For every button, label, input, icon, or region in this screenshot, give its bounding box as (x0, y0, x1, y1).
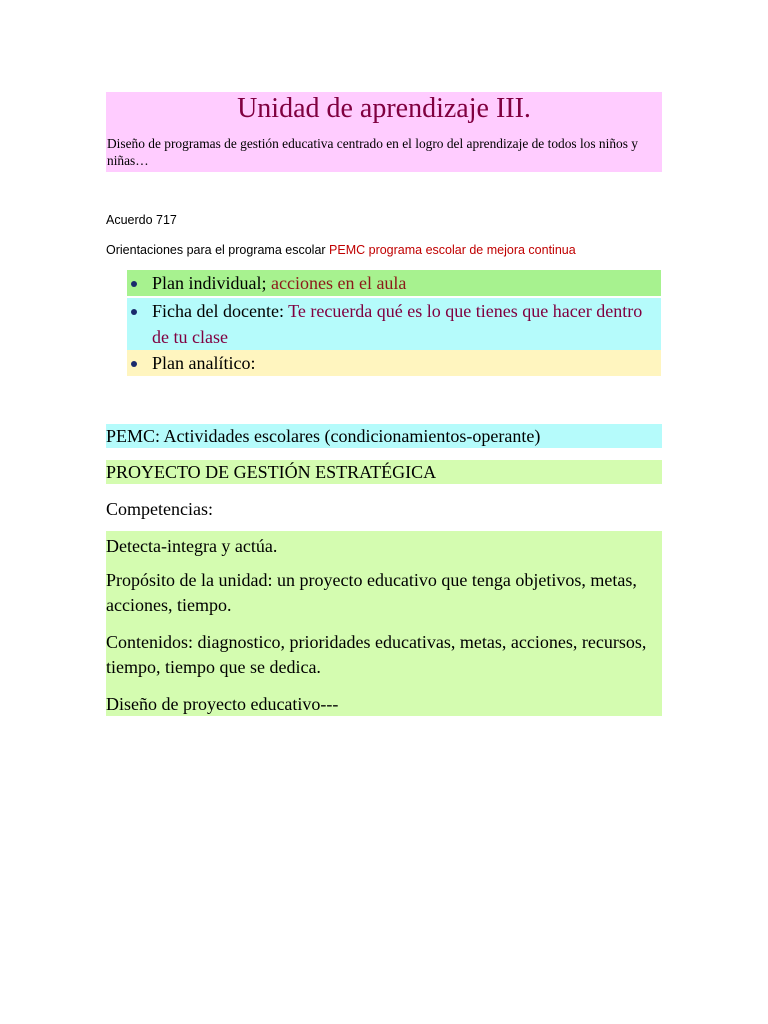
paragraph: Propósito de la unidad: un proyecto educativo que tenga objetivos, metas, acciones, tiempo. (106, 570, 637, 615)
bullet-label: Plan analítico: (152, 353, 256, 373)
bullet-item (127, 350, 661, 376)
unit-title: Unidad de aprendizaje III. (237, 93, 531, 124)
bullet-label: Ficha del docente: (152, 301, 289, 321)
bullet-dot-icon (131, 281, 137, 287)
bullet-dot-icon (131, 309, 137, 315)
bullet-item (127, 270, 661, 296)
bullet-text (152, 350, 660, 376)
bullet-item (127, 298, 661, 350)
paragraph: Detecta-integra y actúa. (106, 536, 278, 556)
bullet-text (152, 298, 660, 350)
unit-description: Diseño de programas de gestión educativa centrado en el logro del aprendizaje de todos los niños y niñas… (107, 136, 638, 168)
bullet-label: Plan individual; (152, 273, 271, 293)
unit-header (106, 92, 662, 172)
pemc-line: PEMC: Actividades escolares (condicionamientos-operante) (106, 424, 662, 448)
bullet-detail: acciones en el aula (271, 273, 407, 293)
competencies-label: Competencias: (106, 499, 213, 519)
competencies-block (106, 531, 662, 716)
bullet-text (152, 270, 660, 296)
bullet-detail: Te recuerda qué es lo que tienes que hacer dentro de tu clase (152, 301, 643, 347)
project-heading: PROYECTO DE GESTIÓN ESTRATÉGICA (106, 460, 662, 484)
agreement-label: Acuerdo 717 (106, 213, 177, 227)
guidelines-highlight: PEMC programa escolar de mejora continua (329, 243, 576, 257)
paragraph: Diseño de proyecto educativo--- (106, 694, 339, 714)
paragraph: Contenidos: diagnostico, prioridades educativas, metas, acciones, recursos, tiempo, tiempo que se dedica. (106, 632, 647, 677)
guidelines-line (106, 242, 576, 258)
guidelines-label: Orientaciones para el programa escolar (106, 243, 330, 257)
bullet-dot-icon (131, 361, 137, 367)
